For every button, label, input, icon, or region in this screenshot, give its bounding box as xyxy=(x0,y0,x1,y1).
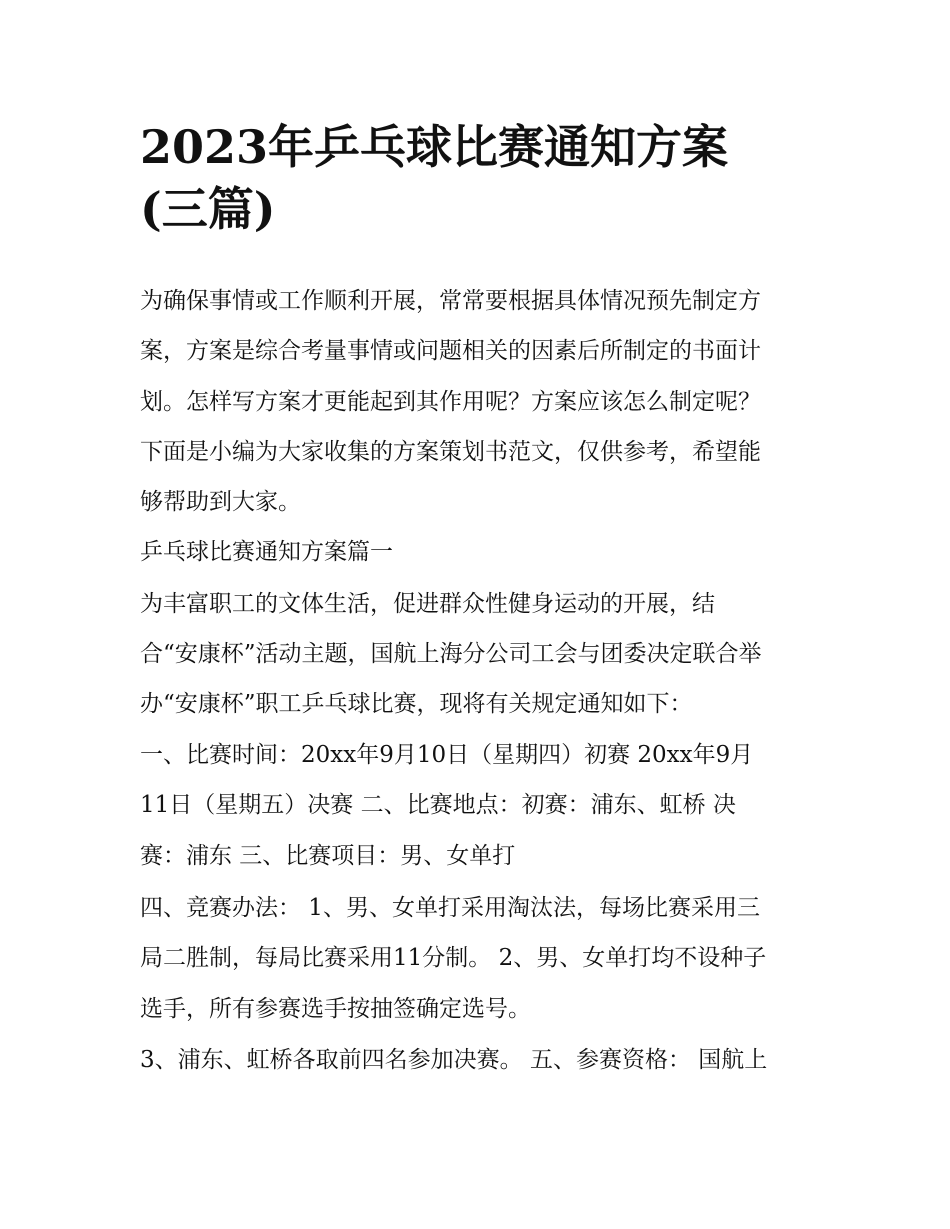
body-line-13: 四、竞赛办法： 1、男、女单打采用淘汰法，每场比赛采用三 xyxy=(140,895,760,921)
intro-line-4: 下面是小编为大家收集的方案策划书范文，仅供参考，希望能 xyxy=(140,439,761,465)
document-title xyxy=(140,116,820,240)
body-line-14: 局二胜制，每局比赛采用11分制。 2、男、女单打均不设种子 xyxy=(140,945,767,971)
body-line-8: 合“安康杯”活动主题，国航上海分公司工会与团委决定联合举 xyxy=(140,641,762,667)
body-line-12: 赛：浦东 三、比赛项目：男、女单打 xyxy=(140,843,516,869)
body-line-9: 办“安康杯”职工乒乓球比赛，现将有关规定通知如下： xyxy=(140,691,693,717)
title-line-1: 2023年乒乓球比赛通知方案 xyxy=(140,120,729,174)
body-line-15: 选手，所有参赛选手按抽签确定选号。 xyxy=(140,996,531,1022)
intro-line-5: 够帮助到大家。 xyxy=(140,489,301,515)
intro-line-1: 为确保事情或工作顺利开展，常常要根据具体情况预先制定方 xyxy=(140,288,761,314)
section-heading: 乒乓球比赛通知方案篇一 xyxy=(140,539,393,565)
intro-line-2: 案，方案是综合考量事情或问题相关的因素后所制定的书面计 xyxy=(140,338,761,364)
body-line-7: 为丰富职工的文体生活，促进群众性健身运动的开展，结 xyxy=(140,591,715,617)
body-line-11: 11日（星期五）决赛 二、比赛地点：初赛：浦东、虹桥 决 xyxy=(140,792,736,818)
title-line-2: (三篇) xyxy=(140,182,276,236)
intro-line-3: 划。怎样写方案才更能起到其作用呢？方案应该怎么制定呢？ xyxy=(140,389,761,415)
body-line-16: 3、浦东、虹桥各取前四名参加决赛。 五、参赛资格： 国航上 xyxy=(140,1047,768,1073)
body-line-10: 一、比赛时间：20xx年9月10日（星期四）初赛 20xx年9月 xyxy=(140,742,754,768)
